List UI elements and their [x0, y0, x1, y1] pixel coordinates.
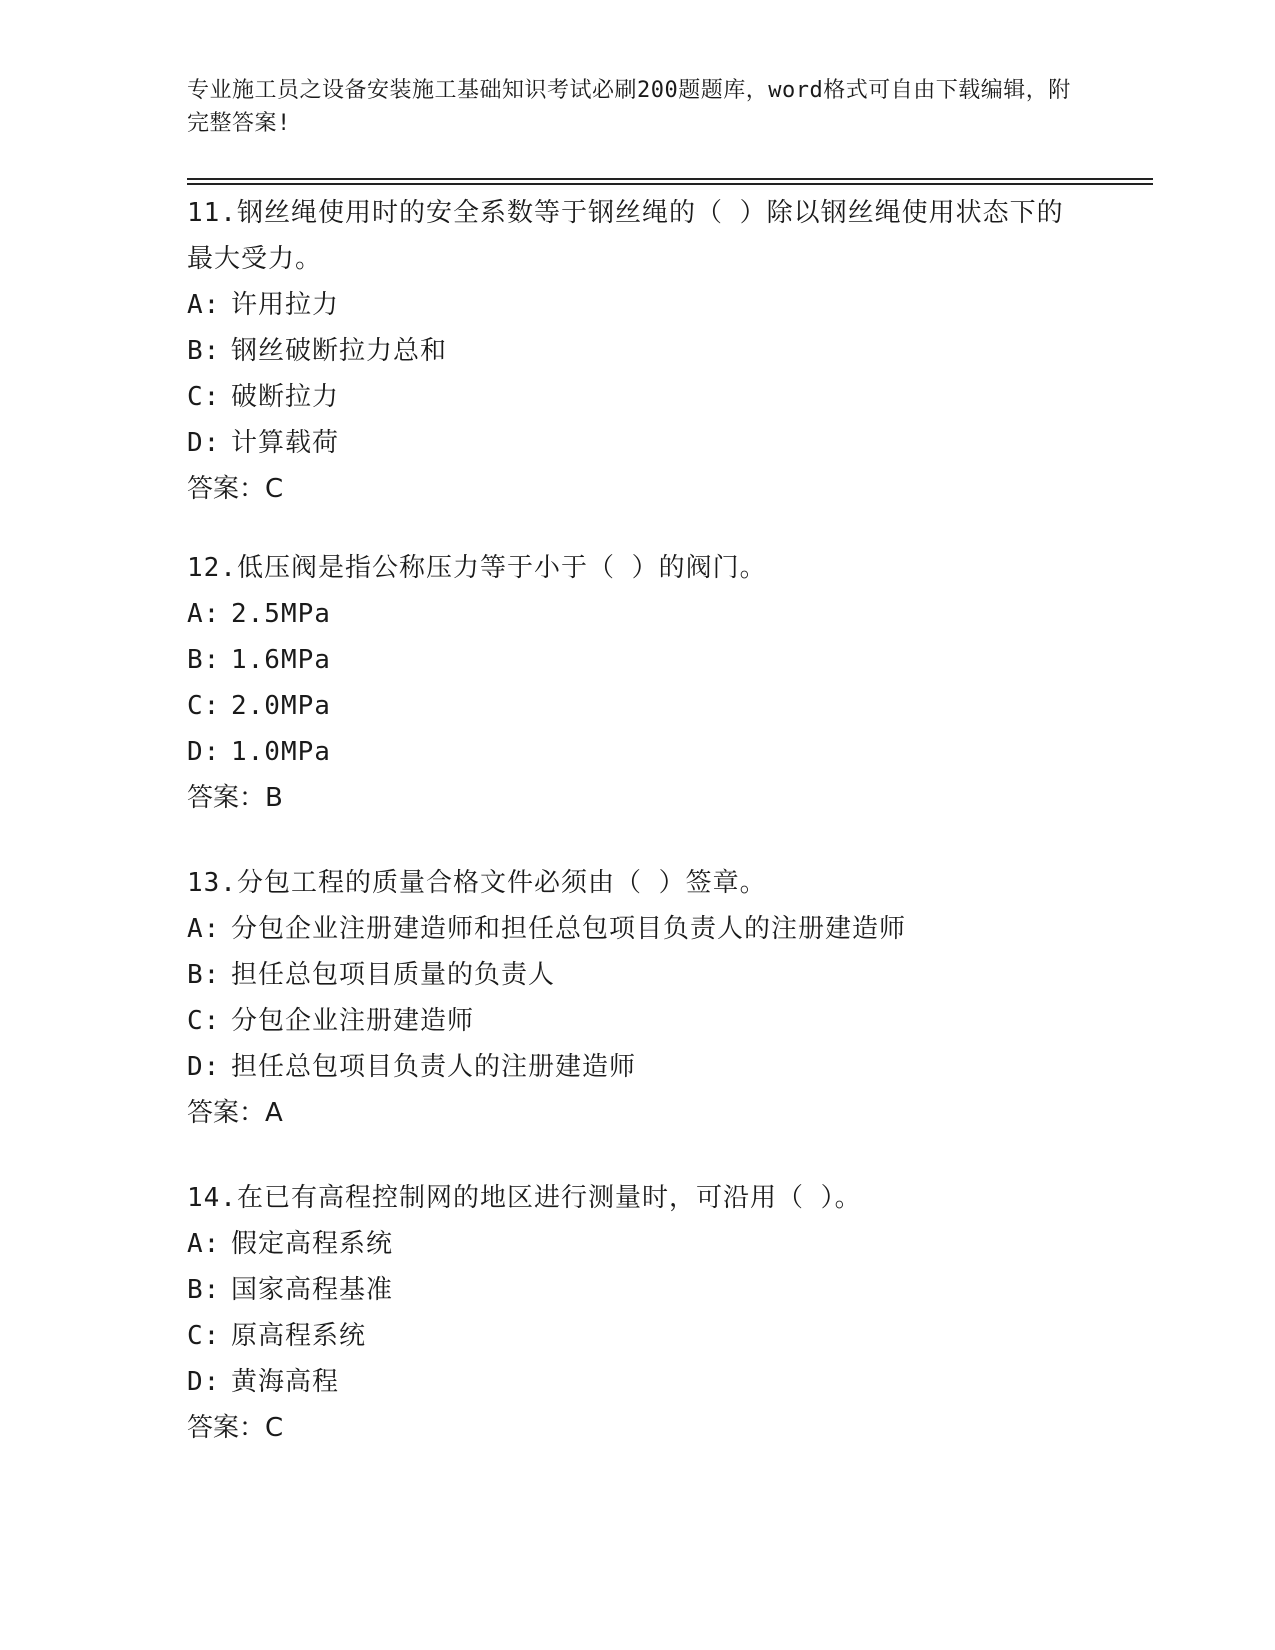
header-divider-bottom — [187, 183, 1153, 185]
option-key: C: — [187, 691, 221, 721]
option-text: 破断拉力 — [231, 382, 340, 412]
question-stem: 13.分包工程的质量合格文件必须由（ ）签章。 — [187, 868, 767, 898]
option-text: 2.5MPa — [231, 599, 331, 629]
header-divider-top — [187, 178, 1153, 180]
question-11 — [187, 190, 1087, 512]
option-a — [187, 591, 1087, 637]
option-key: D: — [187, 1052, 221, 1082]
option-b — [187, 328, 1087, 374]
option-text: 1.0MPa — [231, 737, 331, 767]
answer-line: 答案：C — [187, 474, 284, 504]
option-b — [187, 637, 1087, 683]
option-key: D: — [187, 428, 221, 458]
question-stem: 14.在已有高程控制网的地区进行测量时，可沿用（ ）。 — [187, 1183, 862, 1213]
option-text: 计算载荷 — [231, 428, 340, 458]
question-stem: 11.钢丝绳使用时的安全系数等于钢丝绳的（ ）除以钢丝绳使用状态下的最大受力。 — [187, 198, 1064, 274]
option-d — [187, 420, 1087, 466]
option-text: 黄海高程 — [231, 1367, 340, 1397]
option-text: 许用拉力 — [231, 290, 340, 320]
option-key: C: — [187, 1006, 221, 1036]
answer-line: 答案：A — [187, 1098, 283, 1128]
option-c — [187, 374, 1087, 420]
question-12 — [187, 545, 1087, 821]
option-text: 担任总包项目质量的负责人 — [231, 960, 556, 990]
option-key: C: — [187, 1321, 221, 1351]
option-text: 假定高程系统 — [231, 1229, 394, 1259]
option-d — [187, 1044, 1087, 1090]
option-key: B: — [187, 960, 221, 990]
option-text: 分包企业注册建造师 — [231, 1006, 475, 1036]
option-text: 原高程系统 — [231, 1321, 367, 1351]
option-key: C: — [187, 382, 221, 412]
option-text: 钢丝破断拉力总和 — [231, 336, 448, 366]
option-a — [187, 1221, 1087, 1267]
option-key: B: — [187, 645, 221, 675]
option-key: A: — [187, 914, 221, 944]
option-text: 2.0MPa — [231, 691, 331, 721]
option-key: A: — [187, 1229, 221, 1259]
option-text: 国家高程基准 — [231, 1275, 394, 1305]
option-key: B: — [187, 1275, 221, 1305]
answer-line: 答案：B — [187, 783, 283, 813]
option-b — [187, 952, 1087, 998]
option-a — [187, 282, 1087, 328]
option-text: 分包企业注册建造师和担任总包项目负责人的注册建造师 — [231, 914, 907, 944]
document-title: 专业施工员之设备安装施工基础知识考试必刷200题题库，word格式可自由下载编辑，附完整答案! — [187, 78, 1071, 136]
option-b — [187, 1267, 1087, 1313]
option-c — [187, 1313, 1087, 1359]
question-14 — [187, 1175, 1087, 1451]
question-13 — [187, 860, 1087, 1136]
answer-line: 答案：C — [187, 1413, 284, 1443]
option-d — [187, 1359, 1087, 1405]
option-text: 担任总包项目负责人的注册建造师 — [231, 1052, 637, 1082]
option-c — [187, 683, 1087, 729]
option-d — [187, 729, 1087, 775]
option-text: 1.6MPa — [231, 645, 331, 675]
option-key: D: — [187, 1367, 221, 1397]
option-a — [187, 906, 1087, 952]
question-stem: 12.低压阀是指公称压力等于小于（ ）的阀门。 — [187, 553, 767, 583]
option-key: B: — [187, 336, 221, 366]
option-key: A: — [187, 290, 221, 320]
option-key: A: — [187, 599, 221, 629]
option-c — [187, 998, 1087, 1044]
option-key: D: — [187, 737, 221, 767]
